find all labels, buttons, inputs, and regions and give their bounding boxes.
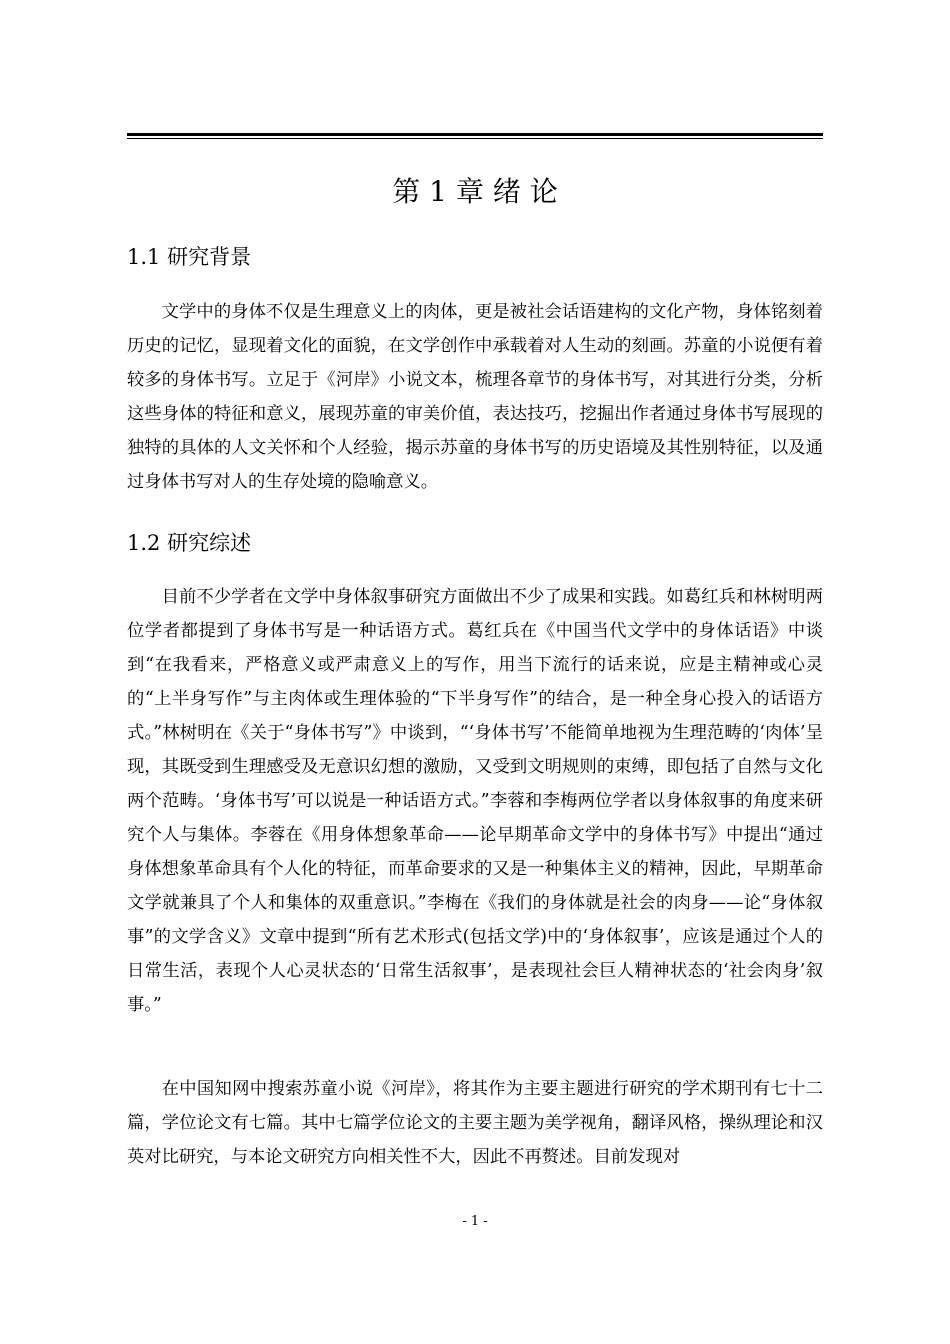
paragraph-review-1: 目前不少学者在文学中身体叙事研究方面做出不少了成果和实践。如葛红兵和林树明两位学者都提到了身体书写是一种话语方式。葛红兵在《中国当代文学中的身体话语》中谈到“在我看来，严格意义或严肃意义上的写作，用当下流行的话来说，应是主精神或心灵的“上半身写作”与主肉体或生理体验的“下半身写作”的结合，是一种全身心投入的话语方式。”林树明在《关于“身体书写”》中谈到，“‘身体书写’不能简单地视为生理范畴的‘肉体’呈现，其既受到生理感受及无意识幻想的激励，又受到文明规则的束缚，即包括了自然与文化两个范畴。‘身体书写’可以说是一种话语方式。”李蓉和李梅两位学者以身体叙事的角度来研究个人与集体。李蓉在《用身体想象革命——论早期革命文学中的身体书写》中提出“通过身体想象革命具有个人化的特征，而革命要求的又是一种集体主义的精神，因此，早期革命文学就兼具了个人和集体的双重意识。”李梅在《我们的身体就是社会的肉身——论“身体叙事”的文学含义》文章中提到“所有艺术形式(包括文学)中的‘身体叙事’，应该是通过个人的日常生活，表现个人心灵状态的‘日常生活叙事’，是表现社会巨人精神状态的‘社会肉身’叙事。” xyxy=(127,587,823,1015)
header-rule-thin xyxy=(127,138,823,139)
header-rule-thick xyxy=(127,133,823,136)
page-number: - 1 - xyxy=(462,1214,488,1229)
paragraph-background: 文学中的身体不仅是生理意义上的肉体，更是被社会话语建构的文化产物，身体铭刻着历史的记忆，显现着文化的面貌，在文学创作中承载着对人生动的刻画。苏童的小说便有着较多的身体书写。立足于《河岸》小说文本，梳理各章节的身体书写，对其进行分类，分析这些身体的特征和意义，展现苏童的审美价值，表达技巧，挖掘出作者通过身体书写展现的独特的具体的人文关怀和个人经验，揭示苏童的身体书写的历史语境及其性别特征，以及通过身体书写对人的生存处境的隐喻意义。 xyxy=(127,302,823,492)
paragraph-review-2: 在中国知网中搜索苏童小说《河岸》，将其作为主要主题进行研究的学术期刊有七十二篇，学位论文有七篇。其中七篇学位论文的主要主题为美学视角，翻译风格，操纵理论和汉英对比研究，与本论文研究方向相关性不大，因此不再赘述。目前发现对 xyxy=(127,1079,823,1167)
chapter-title: 第 1 章 绪 论 xyxy=(392,175,558,208)
section-heading-1-1: 1.1 研究背景 xyxy=(127,245,252,269)
section-heading-1-2: 1.2 研究综述 xyxy=(127,531,252,555)
